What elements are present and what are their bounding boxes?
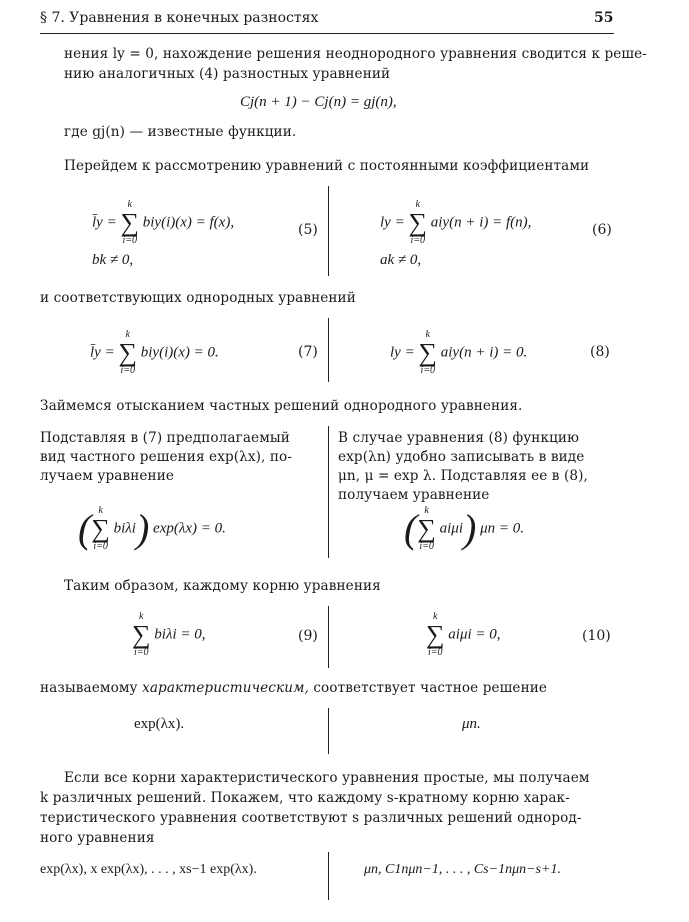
running-header: § 7. Уравнения в конечных разностях: [40, 10, 319, 26]
solution-right: μn.: [462, 716, 481, 732]
characteristic-equation-left: ( k ∑ i=0 biλi) exp(λx) = 0.: [78, 505, 226, 552]
solution-left: exp(λx).: [134, 716, 185, 732]
paragraph-line: где gj(n) — известные функции.: [64, 124, 297, 140]
right-column-line: exp(λn) удобно записывать в виде: [338, 449, 585, 465]
equation-7: l̄y = k ∑ i=0 biy(i)(x) = 0.: [90, 329, 219, 376]
equation-number: (9): [298, 628, 318, 644]
column-divider: [328, 318, 329, 382]
column-divider: [328, 852, 329, 900]
right-column-line: μn, μ = exp λ. Подставляя ее в (8),: [338, 468, 588, 484]
paragraph-line: Перейдем к рассмотрению уравнений с постоянными коэффициентами: [64, 158, 590, 174]
equation-number: (8): [590, 344, 610, 360]
paragraph-line: называемому характеристическим, соответствует частное решение: [40, 680, 548, 696]
equation-6: ly = k ∑ i=0 aiy(n + i) = f(n),: [380, 199, 532, 246]
paragraph-line: и соответствующих однородных уравнений: [40, 290, 356, 306]
page-number: 55: [594, 10, 614, 26]
paragraph-line: Если все корни характеристического уравнения простые, мы получаем: [64, 770, 590, 786]
equation-5: l̄y = k ∑ i=0 biy(i)(x) = f(x),: [92, 199, 235, 246]
paragraph-line: Займемся отысканием частных решений однородного уравнения.: [40, 398, 523, 414]
equation-9: k ∑ i=0 biλi = 0,: [132, 611, 206, 658]
equation-number: (5): [298, 222, 318, 238]
right-column-line: В случае уравнения (8) функцию: [338, 430, 580, 446]
characteristic-equation-right: ( k ∑ i=0 aiμi) μn = 0.: [404, 505, 524, 552]
right-column-line: получаем уравнение: [338, 487, 490, 503]
equation-5-condition: bk ≠ 0,: [92, 252, 134, 268]
paragraph-line: ного уравнения: [40, 830, 155, 846]
column-divider: [328, 606, 329, 668]
solutions-list-right: μn, C1nμn−1, . . . , Cs−1nμn−s+1.: [364, 862, 561, 877]
solutions-list-left: exp(λx), x exp(λx), . . . , xs−1 exp(λx).: [40, 862, 257, 877]
paragraph-line: k различных решений. Покажем, что каждому s-кратному корню харак-: [40, 790, 570, 806]
left-column-line: вид частного решения exp(λx), по-: [40, 449, 293, 465]
column-divider: [328, 186, 329, 276]
equation-10: k ∑ i=0 aiμi = 0,: [426, 611, 501, 658]
header-rule: [40, 33, 614, 34]
paragraph-line: нения ly = 0, нахождение решения неоднородного уравнения сводится к реше-: [64, 46, 648, 62]
column-divider: [328, 426, 329, 558]
display-equation: Cj(n + 1) − Cj(n) = gj(n),: [240, 94, 397, 110]
left-column-line: Подставляя в (7) предполагаемый: [40, 430, 290, 446]
equation-8: ly = k ∑ i=0 aiy(n + i) = 0.: [390, 329, 528, 376]
paragraph-line: нию аналогичных (4) разностных уравнений: [64, 66, 391, 82]
equation-number: (6): [592, 222, 612, 238]
equation-number: (7): [298, 344, 318, 360]
column-divider: [328, 708, 329, 754]
left-column-line: лучаем уравнение: [40, 468, 174, 484]
paragraph-line: теристического уравнения соответствуют s различных решений однород-: [40, 810, 582, 826]
equation-number: (10): [582, 628, 611, 644]
equation-6-condition: ak ≠ 0,: [380, 252, 422, 268]
paragraph-line: Таким образом, каждому корню уравнения: [64, 578, 381, 594]
